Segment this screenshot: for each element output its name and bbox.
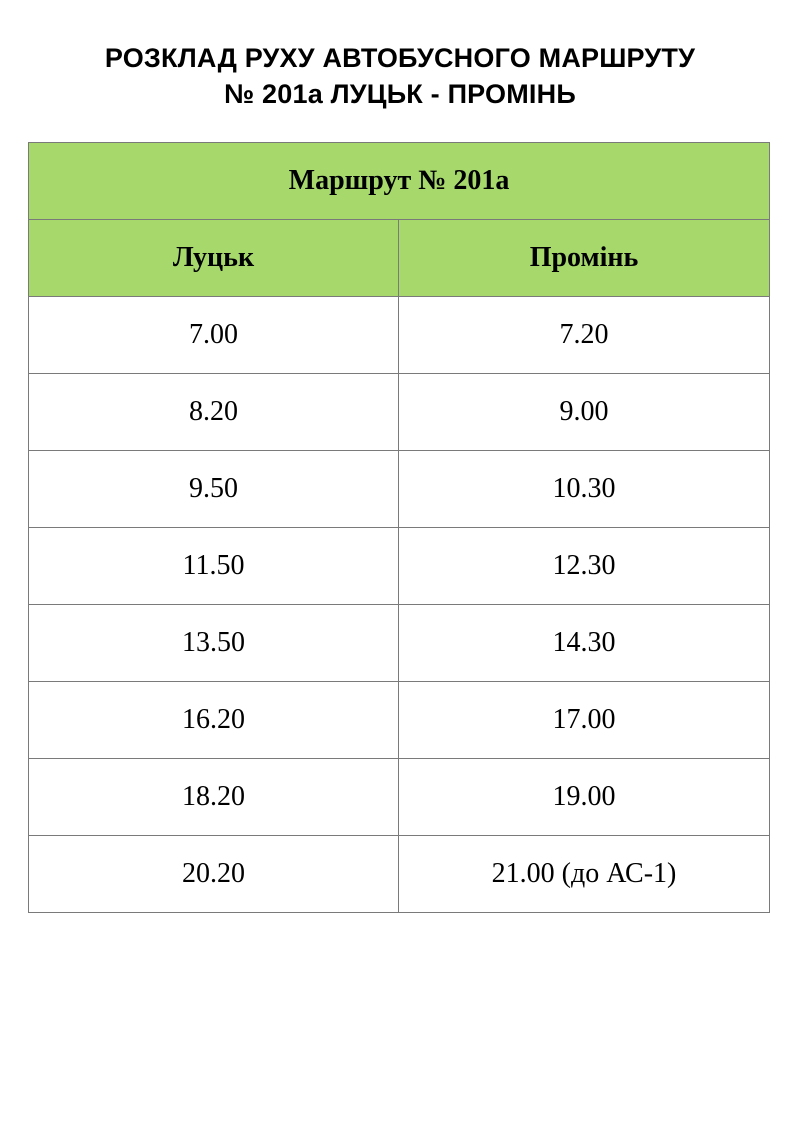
table-row — [29, 682, 770, 759]
table-row — [29, 451, 770, 528]
departure-promin: 14.30 — [399, 605, 770, 682]
departure-promin: 17.00 — [399, 682, 770, 759]
route-header: Маршрут № 201а — [29, 143, 770, 220]
departure-promin: 12.30 — [399, 528, 770, 605]
departure-promin: 9.00 — [399, 374, 770, 451]
document-title — [0, 40, 800, 112]
departure-promin: 19.00 — [399, 759, 770, 836]
departure-lutsk: 16.20 — [29, 682, 399, 759]
title-line-2: № 201а ЛУЦЬК - ПРОМІНЬ — [224, 79, 576, 109]
departure-promin: 21.00 (до АС-1) — [399, 836, 770, 913]
departure-lutsk: 8.20 — [29, 374, 399, 451]
table-row — [29, 297, 770, 374]
departure-lutsk: 11.50 — [29, 528, 399, 605]
departure-lutsk: 7.00 — [29, 297, 399, 374]
departure-lutsk: 18.20 — [29, 759, 399, 836]
schedule-table — [28, 142, 770, 913]
table-row — [29, 836, 770, 913]
table-row — [29, 374, 770, 451]
departure-lutsk: 9.50 — [29, 451, 399, 528]
departure-lutsk: 13.50 — [29, 605, 399, 682]
route-header-row — [29, 143, 770, 220]
departure-promin: 7.20 — [399, 297, 770, 374]
column-header-lutsk: Луцьк — [29, 220, 399, 297]
table-row — [29, 605, 770, 682]
departure-lutsk: 20.20 — [29, 836, 399, 913]
title-line-1: РОЗКЛАД РУХУ АВТОБУСНОГО МАРШРУТУ — [104, 43, 696, 73]
departure-promin: 10.30 — [399, 451, 770, 528]
column-header-promin: Промінь — [399, 220, 770, 297]
column-header-row — [29, 220, 770, 297]
table-row — [29, 528, 770, 605]
table-row — [29, 759, 770, 836]
